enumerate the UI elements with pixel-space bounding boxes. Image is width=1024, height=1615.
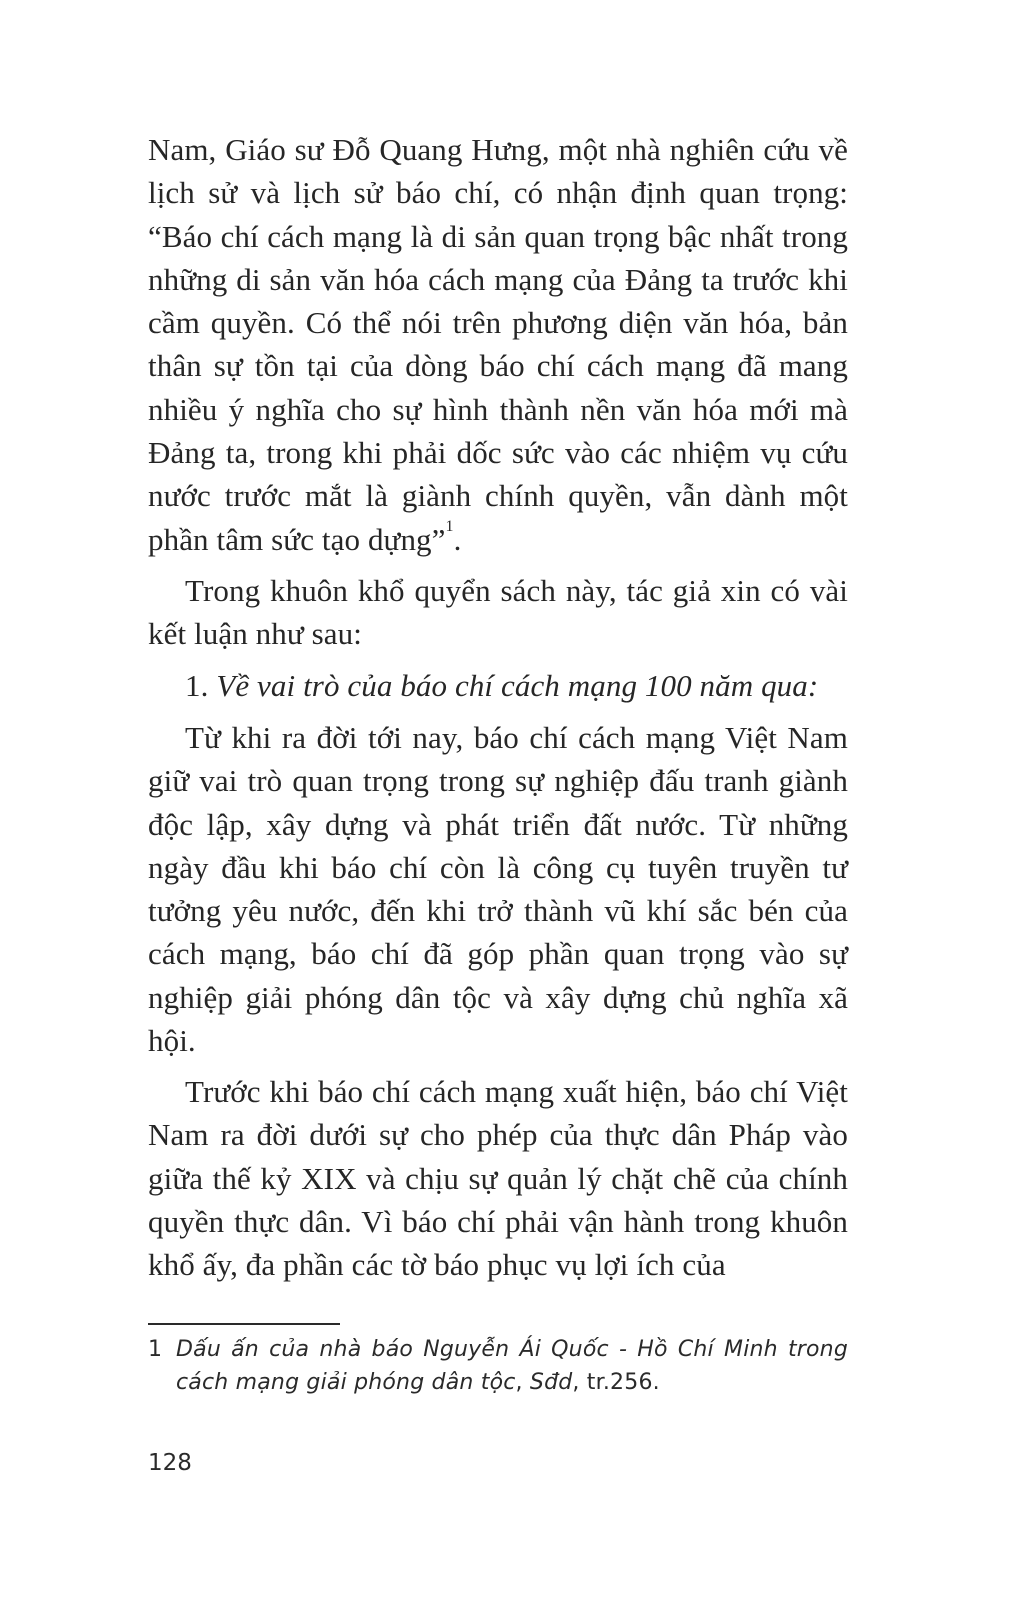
- paragraph-conclusions-intro: Trong khuôn khổ quyển sách này, tác giả xin có vài kết luận như sau:: [148, 573, 848, 652]
- footnote-number: 1: [148, 1337, 162, 1362]
- footnote-page-ref: , tr.256.: [572, 1370, 660, 1395]
- section-heading: [148, 664, 848, 707]
- paragraph-history: Trước khi báo chí cách mạng xuất hiện, báo chí Việt Nam ra đời dưới sự cho phép của thực dân Pháp vào giữa thế kỷ XIX và chịu sự quản lý chặt chẽ của chính quyền thực dân. Vì báo chí phải vận hành trong khuôn khổ ấy, đa phần các tờ báo phục vụ lợi ích của: [148, 1074, 848, 1283]
- paragraph-role: Từ khi ra đời tới nay, báo chí cách mạng Việt Nam giữ vai trò quan trọng trong sự nghiệp đấu tranh giành độc lập, xây dựng và phát triển đất nước. Từ những ngày đầu khi báo chí còn là công cụ tuyên truyền tư tưởng yêu nước, đến khi trở thành vũ khí sắc bén của cách mạng, báo chí đã góp phần quan trọng vào sự nghiệp giải phóng dân tộc và xây dựng chủ nghĩa xã hội.: [148, 720, 848, 1059]
- paragraph-quote-text: Nam, Giáo sư Đỗ Quang Hưng, một nhà nghiên cứu về lịch sử và lịch sử báo chí, có nhận định quan trọng: “Báo chí cách mạng là di sản quan trọng bậc nhất trong những di sản văn hóa cách mạng của Đảng ta trước khi cầm quyền. Có thể nói trên phương diện văn hóa, bản thân sự tồn tại của dòng báo chí cách mạng đã mang nhiều ý nghĩa cho sự hình thành nền văn hóa mới mà Đảng ta, trong khi phải dốc sức vào các nhiệm vụ cứu nước trước mắt là giành chính quyền, vẫn dành một phần tâm sức tạo dựng”: [148, 132, 848, 557]
- paragraph-quote-end: .: [453, 521, 462, 557]
- footnote-reference[interactable]: 1: [445, 517, 454, 535]
- footnote-source-abbrev: Sđd: [529, 1370, 573, 1395]
- footnote-title: Dấu ấn của nhà báo Nguyễn Ái Quốc - Hồ Chí Minh trong cách mạng giải phóng dân tộc: [176, 1337, 848, 1395]
- section-title: Về vai trò của báo chí cách mạng 100 năm qua:: [216, 668, 819, 703]
- paragraph-quote: [148, 128, 848, 561]
- footnote-text: [176, 1333, 848, 1399]
- section-number: 1.: [185, 668, 209, 703]
- footnote: [148, 1333, 848, 1399]
- footnote-separator: ,: [515, 1370, 530, 1395]
- footnote-divider: [148, 1323, 340, 1325]
- page-number: 128: [148, 1450, 192, 1476]
